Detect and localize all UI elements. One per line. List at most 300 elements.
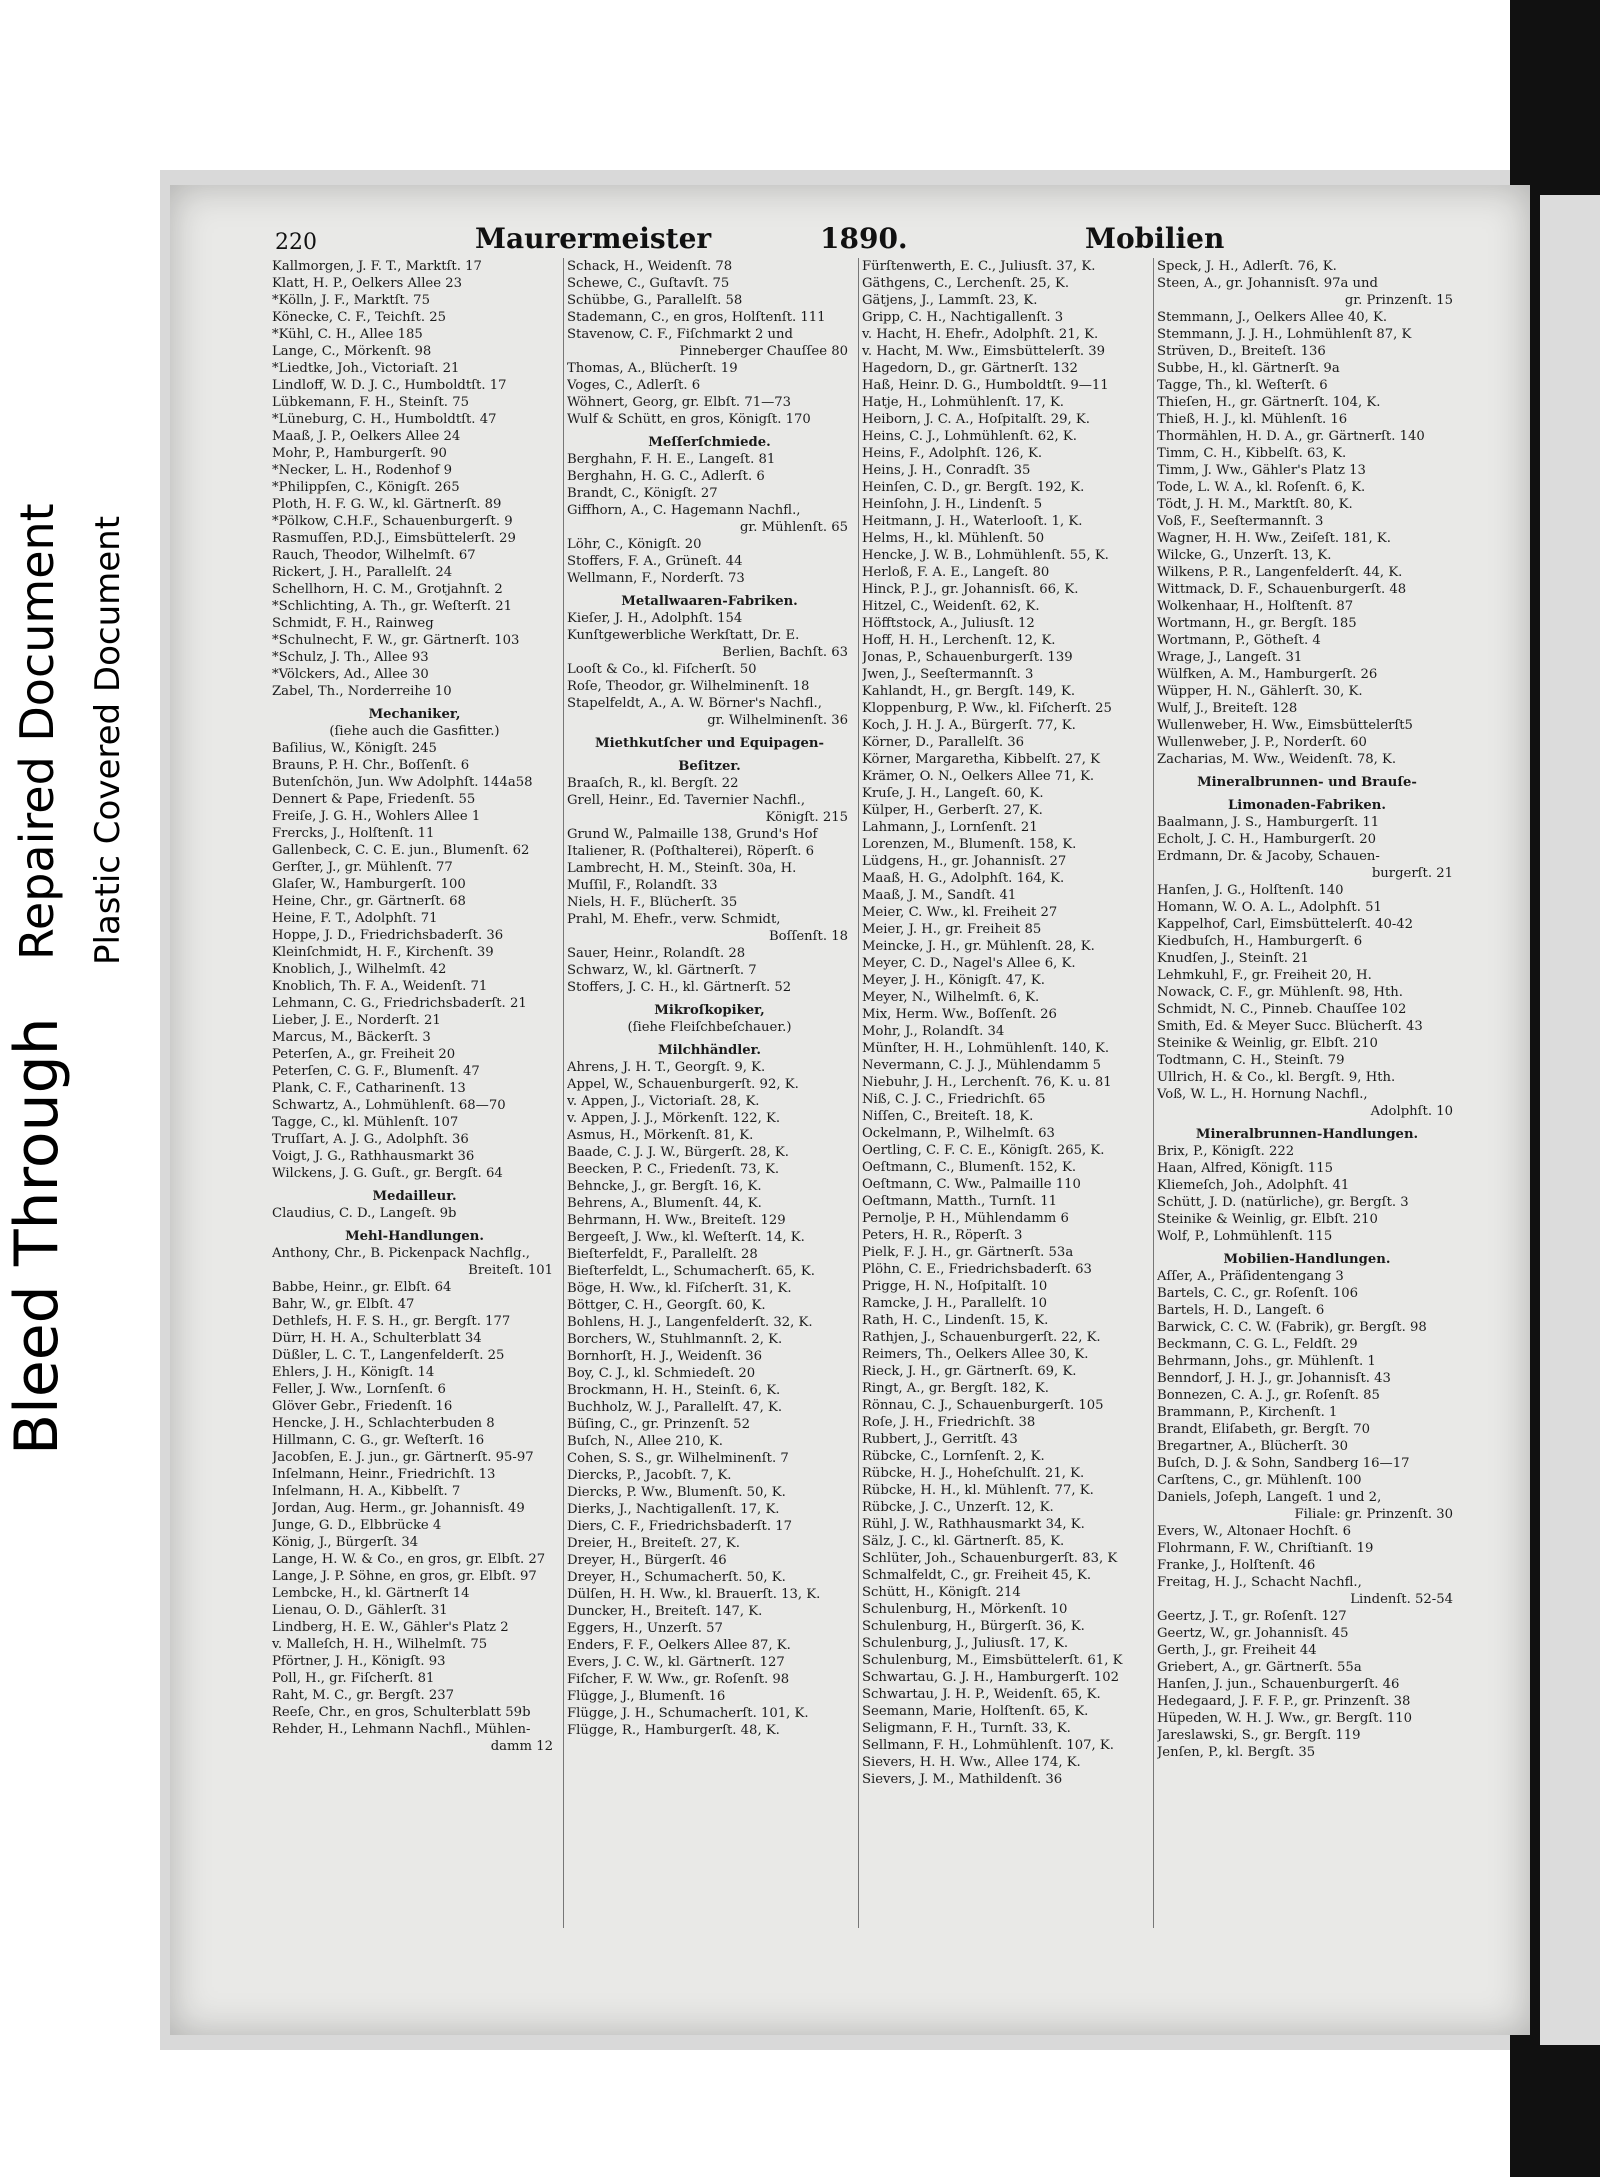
directory-entry: Rühl, J. W., Rathhausmarkt 34, K. — [862, 1517, 1085, 1532]
directory-entry: Appel, W., Schauenburgerſt. 92, K. — [567, 1077, 799, 1092]
directory-entry: Buſch, N., Allee 210, K. — [567, 1434, 723, 1449]
directory-entry: Ullrich, H. & Co., kl. Bergſt. 9, Hth. — [1157, 1070, 1396, 1085]
section-heading: Mineralbrunnen- und Brauſe- — [1197, 775, 1417, 790]
directory-entry: Behrens, A., Blumenſt. 44, K. — [567, 1196, 762, 1211]
column-rule — [1153, 258, 1154, 1928]
directory-entry: Dierks, J., Nachtigallenſt. 17, K. — [567, 1502, 780, 1517]
directory-entry: Höfftstock, A., Juliusſt. 12 — [862, 616, 1035, 631]
directory-entry: Franke, J., Holſtenſt. 46 — [1157, 1558, 1316, 1573]
directory-entry: Dethlefs, H. F. S. H., gr. Bergſt. 177 — [272, 1314, 511, 1329]
directory-entry: Heins, C. J., Lohmühlenſt. 62, K. — [862, 429, 1077, 444]
directory-entry: *Kühl, C. H., Allee 185 — [272, 327, 423, 342]
directory-entry: Strüven, D., Breiteſt. 136 — [1157, 344, 1326, 359]
directory-entry: Bartels, H. D., Langeſt. 6 — [1157, 1303, 1325, 1318]
directory-entry: Griebert, A., gr. Gärtnerſt. 55a — [1157, 1660, 1362, 1675]
directory-entry: Aſſer, A., Präſidentengang 3 — [1157, 1269, 1344, 1284]
directory-entry: Lehmann, C. G., Friedrichsbaderſt. 21 — [272, 996, 527, 1011]
directory-entry: Plöhn, C. E., Friedrichsbaderſt. 63 — [862, 1262, 1092, 1277]
directory-entry: Wullenweber, J. P., Norderſt. 60 — [1157, 735, 1367, 750]
directory-entry: Gerth, J., gr. Freiheit 44 — [1157, 1643, 1317, 1658]
directory-entry: Dürr, H. H. A., Schulterblatt 34 — [272, 1331, 482, 1346]
directory-entry: Stavenow, C. F., Fiſchmarkt 2 und — [567, 327, 793, 342]
directory-entry: Rasmuſſen, P.D.J., Eimsbüttelerſt. 29 — [272, 531, 516, 546]
directory-entry: Schlüter, Joh., Schauenburgerſt. 83, K — [862, 1551, 1118, 1566]
directory-entry: Lieber, J. E., Norderſt. 21 — [272, 1013, 441, 1028]
directory-entry: Inſelmann, Heinr., Friedrichſt. 13 — [272, 1467, 496, 1482]
directory-entry: Thormählen, H. D. A., gr. Gärtnerſt. 140 — [1157, 429, 1425, 444]
directory-entry: Wilcke, G., Unzerſt. 13, K. — [1157, 548, 1332, 563]
directory-entry: Hillmann, C. G., gr. Weſterſt. 16 — [272, 1433, 485, 1448]
directory-entry: Frercks, J., Holſtenſt. 11 — [272, 826, 435, 841]
entry-continuation: gr. Mühlenſt. 65 — [739, 520, 848, 535]
directory-entry: Rubbert, J., Gerritſt. 43 — [862, 1432, 1018, 1447]
section-heading: Miethkutſcher und Equipagen- — [594, 736, 824, 751]
facing-page-edge — [1540, 195, 1600, 2045]
directory-entry: Wittmack, D. F., Schauenburgerſt. 48 — [1157, 582, 1407, 597]
directory-entry: Zabel, Th., Norderreihe 10 — [272, 684, 452, 699]
directory-entry: Truſſart, A. J. G., Adolphſt. 36 — [272, 1132, 469, 1147]
directory-entry: Heins, F., Adolphſt. 126, K. — [862, 446, 1043, 461]
directory-entry: Borchers, W., Stuhlmannſt. 2, K. — [567, 1332, 783, 1347]
directory-entry: Anthony, Chr., B. Pickenpack Nachflg., — [272, 1246, 530, 1261]
directory-entry: Löhr, C., Königſt. 20 — [567, 537, 702, 552]
side-labels — [0, 0, 150, 2177]
directory-entry: Voß, F., Seeſtermannſt. 3 — [1157, 514, 1324, 529]
directory-entry: Schütt, J. D. (natürliche), gr. Bergſt. 3 — [1157, 1195, 1409, 1210]
directory-entry: Prahl, M. Ehefr., verw. Schmidt, — [567, 912, 781, 927]
directory-entry: Prigge, H. N., Hoſpitalſt. 10 — [862, 1279, 1048, 1294]
directory-entry: *Philippſen, C., Königſt. 265 — [272, 480, 460, 495]
directory-entry: Rickert, J. H., Parallelſt. 24 — [272, 565, 453, 580]
directory-entry: v. Malleſch, H. H., Wilhelmſt. 75 — [272, 1637, 488, 1652]
directory-entry: Schwarz, W., kl. Gärtnerſt. 7 — [567, 963, 757, 978]
directory-entry: Brandt, C., Königſt. 27 — [567, 486, 718, 501]
directory-entry: Flügge, J. H., Schumacherſt. 101, K. — [567, 1706, 809, 1721]
directory-entry: Heine, F. T., Adolphſt. 71 — [272, 911, 438, 926]
directory-entry: Nowack, C. F., gr. Mühlenſt. 98, Hth. — [1157, 985, 1403, 1000]
directory-entry: Stademann, C., en gros, Holſtenſt. 111 — [567, 310, 826, 325]
directory-entry: Maaß, J. P., Oelkers Allee 24 — [272, 429, 461, 444]
directory-entry: Stemmann, J. J. H., Lohmühlenſt 87, K — [1157, 327, 1412, 342]
directory-entry: Wolkenhaar, H., Holſtenſt. 87 — [1157, 599, 1354, 614]
directory-entry: Diercks, P., Jacobſt. 7, K. — [567, 1468, 732, 1483]
directory-entry: Baalmann, J. S., Hamburgerſt. 11 — [1157, 815, 1380, 830]
directory-entry: Muſſil, F., Rolandſt. 33 — [567, 878, 718, 893]
entry-continuation: burgerſt. 21 — [1371, 866, 1453, 881]
directory-entry: Meyer, N., Wilhelmſt. 6, K. — [862, 990, 1040, 1005]
directory-entry: Brix, P., Königſt. 222 — [1157, 1144, 1295, 1159]
directory-entry: Schwartz, A., Lohmühlenſt. 68—70 — [272, 1098, 506, 1113]
directory-entry: Rehder, H., Lehmann Nachfl., Mühlen- — [272, 1722, 531, 1737]
directory-entry: Reeſe, Chr., en gros, Schulterblatt 59b — [272, 1705, 531, 1720]
directory-column-4 — [1157, 258, 1457, 1938]
column-rule — [858, 258, 859, 1928]
directory-entry: Asmus, H., Mörkenſt. 81, K. — [567, 1128, 754, 1143]
directory-entry: Voges, C., Adlerſt. 6 — [567, 378, 701, 393]
directory-entry: Meyer, J. H., Königſt. 47, K. — [862, 973, 1045, 988]
directory-entry: Jordan, Aug. Herm., gr. Johannisſt. 49 — [272, 1501, 525, 1516]
directory-entry: Schulenburg, J., Juliusſt. 17, K. — [862, 1636, 1069, 1651]
directory-entry: *Schulz, J. Th., Allee 93 — [272, 650, 429, 665]
directory-entry: Babbe, Heinr., gr. Elbſt. 64 — [272, 1280, 452, 1295]
directory-entry: Bartels, C. C., gr. Roſenſt. 106 — [1157, 1286, 1358, 1301]
directory-entry: Italiener, R. (Poſthalterei), Röperſt. 6 — [567, 844, 814, 859]
directory-column-2 — [567, 258, 852, 1938]
entry-continuation: Pinneberger Chauſſee 80 — [679, 344, 848, 359]
directory-entry: Kliemeſch, Joh., Adolphſt. 41 — [1157, 1178, 1350, 1193]
directory-entry: *Necker, L. H., Rodenhof 9 — [272, 463, 453, 478]
directory-entry: Meier, C. Ww., kl. Freiheit 27 — [862, 905, 1058, 920]
directory-entry: Meier, J. H., gr. Freiheit 85 — [862, 922, 1042, 937]
directory-entry: Hencke, J. H., Schlachterbuden 8 — [272, 1416, 495, 1431]
directory-entry: Tagge, Th., kl. Weſterſt. 6 — [1157, 378, 1328, 393]
directory-column-3 — [862, 258, 1147, 1938]
directory-entry: Heins, J. H., Conradſt. 35 — [862, 463, 1031, 478]
section-heading: Meſſerſchmiede. — [648, 435, 771, 450]
directory-entry: Thomas, A., Blücherſt. 19 — [567, 361, 738, 376]
directory-entry: Pförtner, J. H., Königſt. 93 — [272, 1654, 446, 1669]
directory-entry: Gerſter, J., gr. Mühlenſt. 77 — [272, 860, 453, 875]
directory-entry: Hatje, H., Lohmühlenſt. 17, K. — [862, 395, 1064, 410]
column-rule — [563, 258, 564, 1928]
directory-entry: Junge, G. D., Elbbrücke 4 — [272, 1518, 442, 1533]
directory-entry: Freitag, H. J., Schacht Nachfl., — [1157, 1575, 1362, 1590]
directory-entry: Ehlers, J. H., Königſt. 14 — [272, 1365, 435, 1380]
directory-entry: Lambrecht, H. M., Steinſt. 30a, H. — [567, 861, 797, 876]
directory-entry: Niſſen, C., Breiteſt. 18, K. — [862, 1109, 1034, 1124]
directory-entry: Lange, H. W. & Co., en gros, gr. Elbſt. 27 — [272, 1552, 546, 1567]
directory-entry: Sälz, J. C., kl. Gärtnerſt. 85, K. — [862, 1534, 1065, 1549]
directory-entry: König, J., Bürgerſt. 34 — [272, 1535, 419, 1550]
directory-entry: v. Appen, J., Victoriaſt. 28, K. — [567, 1094, 760, 1109]
directory-entry: Tode, L. W. A., kl. Roſenſt. 6, K. — [1157, 480, 1366, 495]
directory-entry: Glöver Gebr., Friedenſt. 16 — [272, 1399, 453, 1414]
directory-entry: Eggers, H., Unzerſt. 57 — [567, 1621, 723, 1636]
directory-entry: Wüpper, H. N., Gählerſt. 30, K. — [1157, 684, 1363, 699]
directory-entry: Gallenbeck, C. C. E. jun., Blumenſt. 62 — [272, 843, 530, 858]
directory-entry: Looſt & Co., kl. Fiſcherſt. 50 — [567, 662, 757, 677]
directory-entry: Schmidt, F. H., Rainweg — [272, 616, 434, 631]
directory-entry: Berghahn, H. G. C., Adlerſt. 6 — [567, 469, 765, 484]
directory-entry: Stoffers, J. C. H., kl. Gärtnerſt. 52 — [567, 980, 792, 995]
directory-entry: Schmalfeldt, C., gr. Freiheit 45, K. — [862, 1568, 1092, 1583]
directory-entry: Dennert & Pape, Friedenſt. 55 — [272, 792, 476, 807]
directory-entry: Hagedorn, D., gr. Gärtnerſt. 132 — [862, 361, 1078, 376]
directory-entry: Heitmann, J. H., Waterlooſt. 1, K. — [862, 514, 1083, 529]
directory-entry: *Kölln, J. F., Marktſt. 75 — [272, 293, 430, 308]
directory-entry: Rönnau, C. J., Schauenburgerſt. 105 — [862, 1398, 1104, 1413]
directory-entry: Bregartner, A., Blücherſt. 30 — [1157, 1439, 1349, 1454]
directory-entry: Wöhnert, Georg, gr. Elbſt. 71—73 — [567, 395, 792, 410]
directory-entry: Wullenweber, H. Ww., Eimsbüttelerſt5 — [1157, 718, 1413, 733]
entry-continuation: Lindenſt. 52-54 — [1350, 1592, 1453, 1607]
directory-entry: Barwick, C. C. W. (Fabrik), gr. Bergſt. 98 — [1157, 1320, 1427, 1335]
directory-entry: Steinike & Weinlig, gr. Elbſt. 210 — [1157, 1036, 1378, 1051]
page-number: 220 — [275, 230, 317, 255]
directory-entry: Kleinſchmidt, H. F., Kirchenſt. 39 — [272, 945, 494, 960]
directory-entry: *Schulnecht, F. W., gr. Gärtnerſt. 103 — [272, 633, 520, 648]
directory-entry: Wülfken, A. M., Hamburgerſt. 26 — [1157, 667, 1378, 682]
directory-entry: Brandt, Eliſabeth, gr. Bergſt. 70 — [1157, 1422, 1370, 1437]
directory-entry: Haan, Alfred, Königſt. 115 — [1157, 1161, 1333, 1176]
directory-entry: Berghahn, F. H. E., Langeſt. 81 — [567, 452, 776, 467]
entry-continuation: gr. Prinzenſt. 15 — [1344, 293, 1453, 308]
section-heading: Metallwaaren-Fabriken. — [621, 594, 798, 609]
directory-entry: Flügge, J., Blumenſt. 16 — [567, 1689, 726, 1704]
directory-entry: Dreyer, H., Schumacherſt. 50, K. — [567, 1570, 786, 1585]
directory-entry: Lange, C., Mörkenſt. 98 — [272, 344, 432, 359]
directory-entry: Sauer, Heinr., Rolandſt. 28 — [567, 946, 746, 961]
directory-entry: Külper, H., Gerberſt. 27, K. — [862, 803, 1043, 818]
directory-entry: Tödt, J. H. M., Marktſt. 80, K. — [1157, 497, 1353, 512]
directory-entry: Flohrmann, F. W., Chriſtianſt. 19 — [1157, 1541, 1374, 1556]
directory-entry: Lübkemann, F. H., Steinſt. 75 — [272, 395, 469, 410]
directory-entry: Böttger, C. H., Georgſt. 60, K. — [567, 1298, 766, 1313]
section-heading: Limonaden-Fabriken. — [1228, 798, 1386, 813]
directory-entry: Tagge, C., kl. Mühlenſt. 107 — [272, 1115, 459, 1130]
directory-entry: Münſter, H. H., Lohmühlenſt. 140, K. — [862, 1041, 1110, 1056]
directory-entry: Knoblich, Th. F. A., Weidenſt. 71 — [272, 979, 488, 994]
directory-entry: Lahmann, J., Lornſenſt. 21 — [862, 820, 1038, 835]
directory-entry: Bahr, W., gr. Elbſt. 47 — [272, 1297, 415, 1312]
directory-entry: Krämer, O. N., Oelkers Allee 71, K. — [862, 769, 1095, 784]
section-heading: Beſitzer. — [678, 759, 741, 774]
directory-entry: Todtmann, C. H., Steinſt. 79 — [1157, 1053, 1345, 1068]
directory-entry: Echolt, J. C. H., Hamburgerſt. 20 — [1157, 832, 1377, 847]
directory-entry: Ringt, A., gr. Bergſt. 182, K. — [862, 1381, 1049, 1396]
directory-entry: Oeſtmann, Matth., Turnſt. 11 — [862, 1194, 1057, 1209]
entry-continuation: Filiale: gr. Prinzenſt. 30 — [1294, 1507, 1453, 1522]
section-heading: Milchhändler. — [658, 1043, 761, 1058]
directory-entry: Steinike & Weinlig, gr. Elbſt. 210 — [1157, 1212, 1378, 1227]
directory-entry: Behrmann, Johs., gr. Mühlenſt. 1 — [1157, 1354, 1376, 1369]
directory-entry: Glaſer, W., Hamburgerſt. 100 — [272, 877, 466, 892]
directory-entry: Heinſen, C. D., gr. Bergſt. 192, K. — [862, 480, 1085, 495]
directory-entry: Evers, W., Altonaer Hochſt. 6 — [1157, 1524, 1352, 1539]
directory-entry: Diers, C. F., Friedrichsbaderſt. 17 — [567, 1519, 793, 1534]
directory-entry: Peters, H. R., Röperſt. 3 — [862, 1228, 1023, 1243]
entry-continuation: damm 12 — [490, 1739, 553, 1754]
directory-entry: Jenſen, P., kl. Bergſt. 35 — [1157, 1745, 1316, 1760]
directory-entry: Lindloff, W. D. J. C., Humboldtſt. 17 — [272, 378, 507, 393]
directory-entry: Peterſen, A., gr. Freiheit 20 — [272, 1047, 456, 1062]
directory-entry: Herloß, F. A. E., Langeſt. 80 — [862, 565, 1050, 580]
directory-entry: Baade, C. J. J. W., Bürgerſt. 28, K. — [567, 1145, 789, 1160]
directory-entry: Körner, Margaretha, Kibbelſt. 27, K — [862, 752, 1100, 767]
directory-entry: Buchholz, W. J., Parallelſt. 47, K. — [567, 1400, 783, 1415]
directory-entry: Rübcke, H. J., Hoheſchulſt. 21, K. — [862, 1466, 1085, 1481]
directory-entry: Schütt, H., Königſt. 214 — [862, 1585, 1021, 1600]
directory-entry: Duncker, H., Breiteſt. 147, K. — [567, 1604, 763, 1619]
directory-entry: Hanſen, J. G., Holſtenſt. 140 — [1157, 883, 1344, 898]
directory-entry: Hüpeden, W. H. J. Ww., gr. Bergſt. 110 — [1157, 1711, 1413, 1726]
directory-entry: Peterſen, C. G. F., Blumenſt. 47 — [272, 1064, 480, 1079]
directory-entry: Schulenburg, H., Mörkenſt. 10 — [862, 1602, 1068, 1617]
directory-entry: Heinſohn, J. H., Lindenſt. 5 — [862, 497, 1043, 512]
directory-entry: Rathjen, J., Schauenburgerſt. 22, K. — [862, 1330, 1101, 1345]
directory-entry: Bieſterfeldt, F., Parallelſt. 28 — [567, 1247, 758, 1262]
right-running-head: Mobilien — [1085, 222, 1225, 255]
directory-entry: Wulf, J., Breiteſt. 128 — [1157, 701, 1298, 716]
directory-entry: Gätjens, J., Lammſt. 23, K. — [862, 293, 1038, 308]
directory-entry: Geertz, J. T., gr. Roſenſt. 127 — [1157, 1609, 1347, 1624]
directory-entry: Seemann, Marie, Holſtenſt. 65, K. — [862, 1704, 1089, 1719]
directory-entry: Gäthgens, C., Lerchenſt. 25, K. — [862, 276, 1070, 291]
directory-entry: Bornhorſt, H. J., Weidenſt. 36 — [567, 1349, 763, 1364]
directory-entry: Kloppenburg, P. Ww., kl. Fiſcherſt. 25 — [862, 701, 1112, 716]
directory-entry: Koch, J. H. J. A., Bürgerſt. 77, K. — [862, 718, 1076, 733]
directory-entry: Jareslawski, S., gr. Bergſt. 119 — [1157, 1728, 1361, 1743]
entry-continuation: Adolphſt. 10 — [1370, 1104, 1453, 1119]
directory-entry: Zacharias, M. Ww., Weidenſt. 78, K. — [1157, 752, 1397, 767]
section-note: (ſiehe Fleiſchbeſchauer.) — [627, 1020, 792, 1035]
directory-entry: Oertling, C. F. C. E., Königſt. 265, K. — [862, 1143, 1105, 1158]
directory-entry: Bergeeſt, J. Ww., kl. Weſterſt. 14, K. — [567, 1230, 805, 1245]
directory-entry: Lehmkuhl, F., gr. Freiheit 20, H. — [1157, 968, 1372, 983]
directory-entry: Sellmann, F. H., Lohmühlenſt. 107, K. — [862, 1738, 1114, 1753]
directory-entry: Timm, C. H., Kibbelſt. 63, K. — [1157, 446, 1347, 461]
directory-entry: Rübcke, J. C., Unzerſt. 12, K. — [862, 1500, 1054, 1515]
directory-entry: Fiſcher, F. W. Ww., gr. Roſenſt. 98 — [567, 1672, 790, 1687]
section-heading: Mobilien-Handlungen. — [1223, 1252, 1391, 1267]
directory-entry: *Lüneburg, C. H., Humboldtſt. 47 — [272, 412, 497, 427]
directory-entry: Marcus, M., Bäckerſt. 3 — [272, 1030, 431, 1045]
directory-entry: Könecke, C. F., Teichſt. 25 — [272, 310, 446, 325]
directory-entry: Pernolje, P. H., Mühlendamm 6 — [862, 1211, 1069, 1226]
directory-entry: Kallmorgen, J. F. T., Marktſt. 17 — [272, 259, 482, 274]
bleed-through-label: Bleed Through — [2, 1017, 72, 1455]
directory-entry: Voß, W. L., H. Hornung Nachfl., — [1157, 1087, 1368, 1102]
directory-entry: Wulf & Schütt, en gros, Königſt. 170 — [567, 412, 811, 427]
directory-entry: Bieſterfeldt, L., Schumacherſt. 65, K. — [567, 1264, 815, 1279]
entry-continuation: gr. Wilhelminenſt. 36 — [707, 713, 848, 728]
directory-entry: Smith, Ed. & Meyer Succ. Blücherſt. 43 — [1157, 1019, 1423, 1034]
directory-entry: Helms, H., kl. Mühlenſt. 50 — [862, 531, 1045, 546]
directory-entry: Hanſen, J. jun., Schauenburgerſt. 46 — [1157, 1677, 1400, 1692]
directory-entry: Rath, H. C., Lindenſt. 15, K. — [862, 1313, 1049, 1328]
page-header — [275, 222, 1495, 262]
directory-entry: Niels, H. F., Blücherſt. 35 — [567, 895, 738, 910]
directory-entry: *Pölkow, C.H.F., Schauenburgerſt. 9 — [272, 514, 513, 529]
directory-entry: Rauch, Theodor, Wilhelmſt. 67 — [272, 548, 476, 563]
directory-entry: Jacobſen, E. J. jun., gr. Gärtnerſt. 95-97 — [272, 1450, 534, 1465]
directory-entry: Buſch, D. J. & Sohn, Sandberg 16—17 — [1157, 1456, 1410, 1471]
directory-entry: Seligmann, F. H., Turnſt. 33, K. — [862, 1721, 1071, 1736]
directory-entry: Pielk, F. J. H., gr. Gärtnerſt. 53a — [862, 1245, 1074, 1260]
directory-entry: Freiſe, J. G. H., Wohlers Allee 1 — [272, 809, 481, 824]
directory-entry: Knoblich, J., Wilhelmſt. 42 — [272, 962, 447, 977]
directory-entry: Feller, J. Ww., Lornſenſt. 6 — [272, 1382, 446, 1397]
directory-entry: Behrmann, H. Ww., Breiteſt. 129 — [567, 1213, 786, 1228]
directory-entry: Cohen, S. S., gr. Wilhelminenſt. 7 — [567, 1451, 789, 1466]
directory-entry: Wilckens, J. G. Guſt., gr. Bergſt. 64 — [272, 1166, 503, 1181]
directory-entry: Thieſen, H., gr. Gärtnerſt. 104, K. — [1157, 395, 1381, 410]
directory-entry: Wagner, H. H. Ww., Zeiſeſt. 181, K. — [1157, 531, 1391, 546]
directory-entry: Baſilius, W., Königſt. 245 — [272, 741, 437, 756]
directory-entry: Klatt, H. P., Oelkers Allee 23 — [272, 276, 463, 291]
directory-entry: Sievers, H. H. Ww., Allee 174, K. — [862, 1755, 1081, 1770]
directory-entry: Hitzel, C., Weidenſt. 62, K. — [862, 599, 1040, 614]
section-note: (ſiehe auch die Gasfitter.) — [329, 724, 500, 739]
year-heading: 1890. — [820, 222, 908, 255]
directory-entry: Behncke, J., gr. Bergſt. 16, K. — [567, 1179, 762, 1194]
directory-entry: Reimers, Th., Oelkers Allee 30, K. — [862, 1347, 1089, 1362]
directory-entry: Wrage, J., Langeſt. 31 — [1157, 650, 1303, 665]
directory-entry: Beckmann, C. G. L., Feldſt. 29 — [1157, 1337, 1358, 1352]
directory-entry: Kahlandt, H., gr. Bergſt. 149, K. — [862, 684, 1076, 699]
directory-entry: Maaß, J. M., Sandſt. 41 — [862, 888, 1017, 903]
directory-entry: Böge, H. Ww., kl. Fiſcherſt. 31, K. — [567, 1281, 792, 1296]
entry-continuation: Berlien, Bachſt. 63 — [722, 645, 848, 660]
directory-entry: *Schlichting, A. Th., gr. Weſterſt. 21 — [272, 599, 513, 614]
directory-entry: Braaſch, R., kl. Bergſt. 22 — [567, 776, 739, 791]
directory-entry: Dülſen, H. H. Ww., kl. Brauerſt. 13, K. — [567, 1587, 821, 1602]
directory-entry: Stemmann, J., Oelkers Allee 40, K. — [1157, 310, 1388, 325]
directory-entry: Roſe, J. H., Friedrichſt. 38 — [862, 1415, 1036, 1430]
directory-entry: Kiedbuſch, H., Hamburgerſt. 6 — [1157, 934, 1363, 949]
directory-entry: Plank, C. F., Catharinenſt. 13 — [272, 1081, 466, 1096]
directory-entry: Dreier, H., Breiteſt. 27, K. — [567, 1536, 740, 1551]
directory-entry: *Liedtke, Joh., Victoriaſt. 21 — [272, 361, 460, 376]
directory-entry: Niß, C. J. C., Friedrichſt. 65 — [862, 1092, 1046, 1107]
directory-column-1 — [272, 258, 557, 1938]
entry-continuation: Breiteſt. 101 — [468, 1263, 553, 1278]
directory-entry: Raht, M. C., gr. Bergſt. 237 — [272, 1688, 455, 1703]
directory-entry: Lüdgens, H., gr. Johannisſt. 27 — [862, 854, 1067, 869]
directory-entry: Hoff, H. H., Lerchenſt. 12, K. — [862, 633, 1056, 648]
directory-entry: Schulenburg, H., Bürgerſt. 36, K. — [862, 1619, 1085, 1634]
directory-entry: Meincke, J. H., gr. Mühlenſt. 28, K. — [862, 939, 1095, 954]
directory-entry: Claudius, C. D., Langeſt. 9b — [272, 1206, 457, 1221]
directory-entry: Thieß, H. J., kl. Mühlenſt. 16 — [1157, 412, 1348, 427]
directory-entry: Subbe, H., kl. Gärtnerſt. 9a — [1157, 361, 1340, 376]
directory-entry: Lembcke, H., kl. Gärtnerſt 14 — [272, 1586, 470, 1601]
directory-entry: Lienau, O. D., Gählerſt. 31 — [272, 1603, 448, 1618]
directory-entry: Inſelmann, H. A., Kibbelſt. 7 — [272, 1484, 461, 1499]
directory-entry: Haß, Heinr. D. G., Humboldtſt. 9—11 — [862, 378, 1109, 393]
directory-entry: Brauns, P. H. Chr., Boſſenſt. 6 — [272, 758, 470, 773]
directory-entry: Niebuhr, J. H., Lerchenſt. 76, K. u. 81 — [862, 1075, 1112, 1090]
directory-entry: Jwen, J., Seeſtermannſt. 3 — [862, 667, 1034, 682]
directory-entry: Flügge, R., Hamburgerſt. 48, K. — [567, 1723, 780, 1738]
directory-entry: Mix, Herm. Ww., Boſſenſt. 26 — [862, 1007, 1057, 1022]
directory-entry: Körner, D., Parallelſt. 36 — [862, 735, 1025, 750]
directory-entry: Enders, F. F., Oelkers Allee 87, K. — [567, 1638, 791, 1653]
directory-entry: Hoppe, J. D., Friedrichsbaderſt. 36 — [272, 928, 504, 943]
left-running-head: Maurermeister — [475, 222, 712, 255]
directory-entry: Schmidt, N. C., Pinneb. Chauſſee 102 — [1157, 1002, 1407, 1017]
directory-entry: Wellmann, F., Norderſt. 73 — [567, 571, 745, 586]
directory-entry: Rieck, J. H., gr. Gärtnerſt. 69, K. — [862, 1364, 1077, 1379]
directory-entry: Grell, Heinr., Ed. Tavernier Nachfl., — [567, 793, 806, 808]
directory-entry: Daniels, Joſeph, Langeſt. 1 und 2, — [1157, 1490, 1382, 1505]
directory-entry: Meyer, C. D., Nagel's Allee 6, K. — [862, 956, 1076, 971]
directory-entry: Hinck, P. J., gr. Johannisſt. 66, K. — [862, 582, 1079, 597]
directory-entry: Kieſer, J. H., Adolphſt. 154 — [567, 611, 743, 626]
directory-entry: Poll, H., gr. Fiſcherſt. 81 — [272, 1671, 435, 1686]
directory-entry: Diercks, P. Ww., Blumenſt. 50, K. — [567, 1485, 786, 1500]
directory-entry: Stapelfeldt, A., A. W. Börner's Nachfl., — [567, 696, 822, 711]
directory-entry: Carſtens, C., gr. Mühlenſt. 100 — [1157, 1473, 1362, 1488]
directory-entry: Heiborn, J. C. A., Hoſpitalſt. 29, K. — [862, 412, 1090, 427]
directory-entry: Ahrens, J. H. T., Georgſt. 9, K. — [567, 1060, 766, 1075]
section-heading: Mechaniker, — [368, 707, 461, 722]
directory-entry: Knudſen, J., Steinſt. 21 — [1157, 951, 1309, 966]
directory-entry: Brammann, P., Kirchenſt. 1 — [1157, 1405, 1338, 1420]
directory-entry: Grund W., Palmaille 138, Grund's Hof — [567, 827, 818, 842]
directory-entry: Schwartau, J. H. P., Weidenſt. 65, K. — [862, 1687, 1101, 1702]
directory-entry: Lange, J. P. Söhne, en gros, gr. Elbſt. 97 — [272, 1569, 537, 1584]
